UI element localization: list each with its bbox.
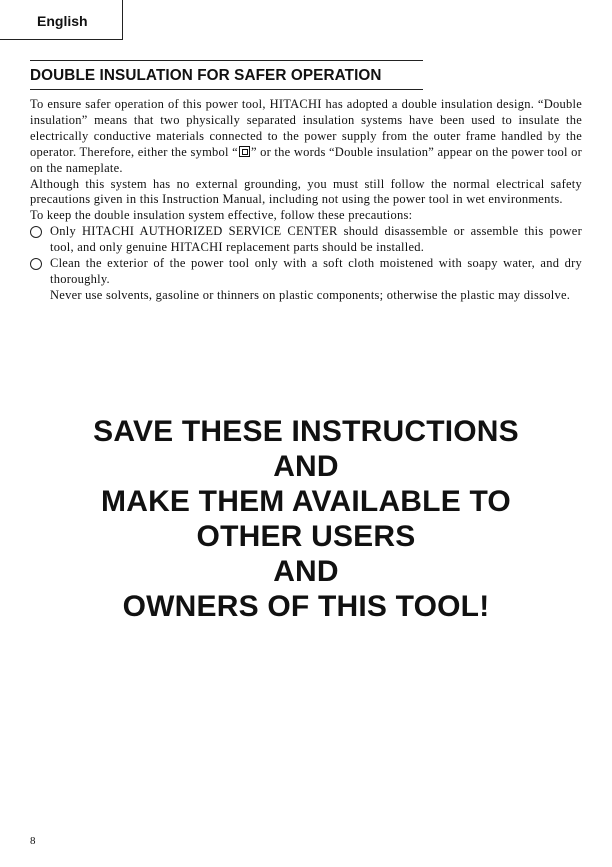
paragraph-precautions: To keep the double insulation system effective, follow these precautions: xyxy=(30,208,413,223)
save-instructions-notice xyxy=(0,414,612,624)
double-insulation-icon xyxy=(239,146,250,157)
section-heading: DOUBLE INSULATION FOR SAFER OPERATION xyxy=(30,67,382,84)
precaution-text: Only HITACHI AUTHORIZED SERVICE CENTER should disassemble or assemble this power tool, and only genuine HITACHI replacement parts should be installed. xyxy=(50,224,582,255)
notice-line: AND xyxy=(273,555,339,588)
precaution-item xyxy=(30,256,582,288)
circle-bullet-icon xyxy=(30,226,42,238)
intro-text-end: ” or the words “Double insulation” appear on the power tool or on the nameplate. xyxy=(30,144,583,175)
notice-line: OTHER USERS xyxy=(196,520,416,553)
language-tab xyxy=(0,0,123,40)
language-label: English xyxy=(37,13,88,29)
paragraph-intro xyxy=(30,97,582,177)
section-body xyxy=(30,97,582,304)
paragraph-grounding: Although this system has no external grounding, you must still follow the normal electrical safety precautions given in this Instruction Manual, including not using the power tool in wet environments. xyxy=(30,176,582,207)
notice-line: MAKE THEM AVAILABLE TO xyxy=(101,485,511,518)
precaution-item xyxy=(30,224,582,256)
heading-rule-bottom xyxy=(30,89,423,90)
notice-line: SAVE THESE INSTRUCTIONS xyxy=(93,415,519,448)
intro-text-start: To ensure safer operation of this power tool, HITACHI has adopted a double insulation design. “Double insulation” means that two physically separated insulation systems have been used to insulate the electrically conductive materials connected to the power supply from the outer frame handled by the operator. Therefore, either the symbol “ xyxy=(30,97,582,159)
page-number: 8 xyxy=(30,835,36,847)
circle-bullet-icon xyxy=(30,258,42,270)
notice-line: OWNERS OF THIS TOOL! xyxy=(122,590,490,623)
precaution-continuation: Never use solvents, gasoline or thinners on plastic components; otherwise the plastic may dissolve. xyxy=(50,287,571,302)
section-header xyxy=(30,60,423,90)
precaution-text: Clean the exterior of the power tool only with a soft cloth moistened with soapy water, and dry thoroughly. xyxy=(50,256,582,286)
notice-line: AND xyxy=(273,450,339,483)
heading-rule-top xyxy=(30,60,423,61)
